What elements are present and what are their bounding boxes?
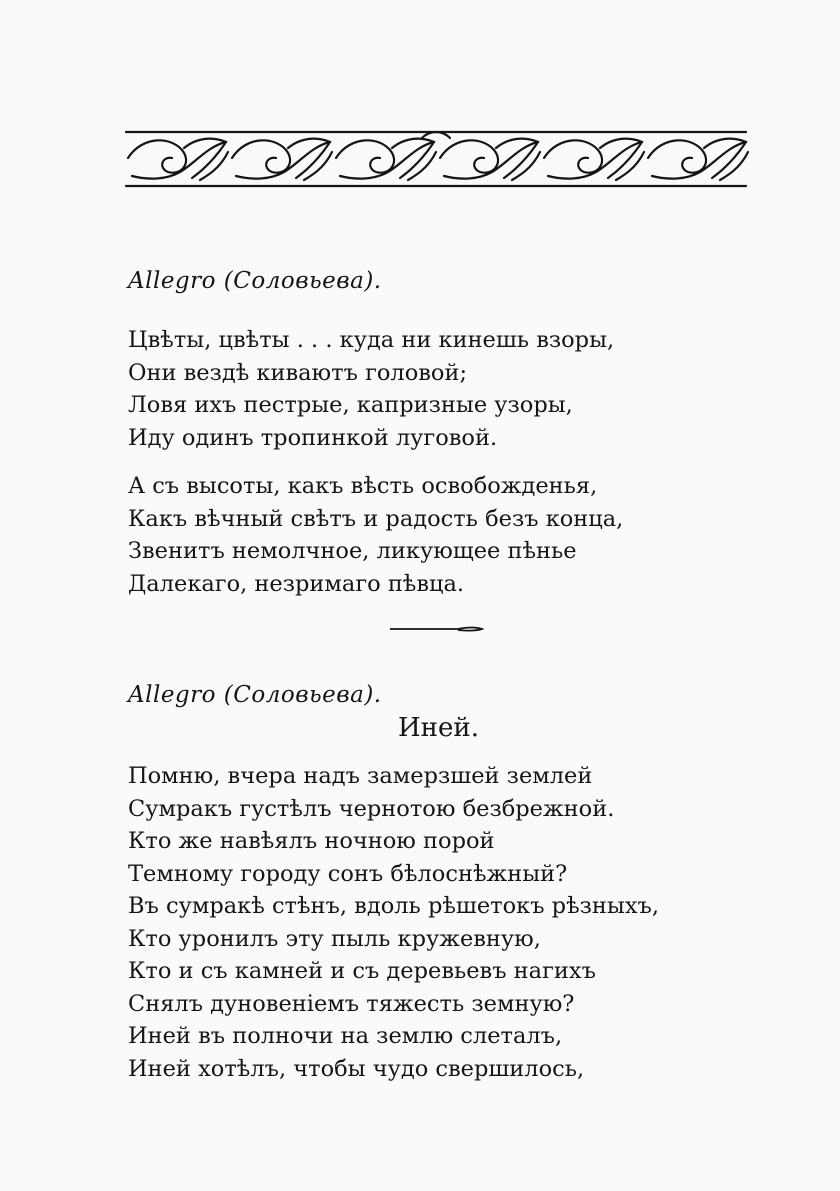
verse-line: Цвѣты, цвѣты . . . куда ни кинешь взоры, xyxy=(128,327,615,353)
verse-line: Помню, вчера надъ замерзшей землей xyxy=(128,763,593,789)
verse-line: Въ сумракѣ стѣнъ, вдоль рѣшетокъ рѣзныхъ, xyxy=(128,893,659,919)
verse-line: Какъ вѣчный свѣтъ и радость безъ конца, xyxy=(128,505,624,532)
verse-line: Они вездѣ киваютъ головой; xyxy=(128,359,468,386)
verse-line: Темному городу сонъ бѣлоснѣжный? xyxy=(128,860,568,887)
verse-line: Ловя ихъ пестрые, капризные узоры, xyxy=(128,392,573,418)
poem1-heading: Allegro (Соловьева). xyxy=(128,268,382,294)
decorative-headpiece-ornament xyxy=(122,128,750,190)
verse-line: Кто же навѣялъ ночною порой xyxy=(128,828,495,854)
verse-line: Звенитъ немолчное, ликующее пѣнье xyxy=(128,538,577,564)
verse-line: Кто уронилъ эту пыль кружевную, xyxy=(128,925,541,952)
verse-line: Сумракъ густѣлъ чернотою безбрежной. xyxy=(128,795,615,822)
section-divider-rule xyxy=(388,622,484,636)
poem2-verse xyxy=(128,760,659,1085)
poem2-heading: Allegro (Соловьева). xyxy=(128,682,382,708)
verse-line: А съ высоты, какъ вѣсть освобожденья, xyxy=(128,473,598,499)
poem2-title: Иней. xyxy=(398,713,479,743)
verse-line: Иней хотѣлъ, чтобы чудо свершилось, xyxy=(128,1055,585,1082)
poem1-stanza-2 xyxy=(128,470,623,600)
verse-line: Иду одинъ тропинкой луговой. xyxy=(128,424,498,451)
verse-line: Иней въ полночи на землю слеталъ, xyxy=(128,1023,563,1049)
verse-line: Кто и съ камней и съ деревьевъ нагихъ xyxy=(128,958,596,984)
verse-line: Далекаго, незримаго пѣвца. xyxy=(128,570,465,597)
verse-line: Снялъ дуновеніемъ тяжесть земную? xyxy=(128,990,575,1017)
poem1-stanza-1 xyxy=(128,324,614,454)
